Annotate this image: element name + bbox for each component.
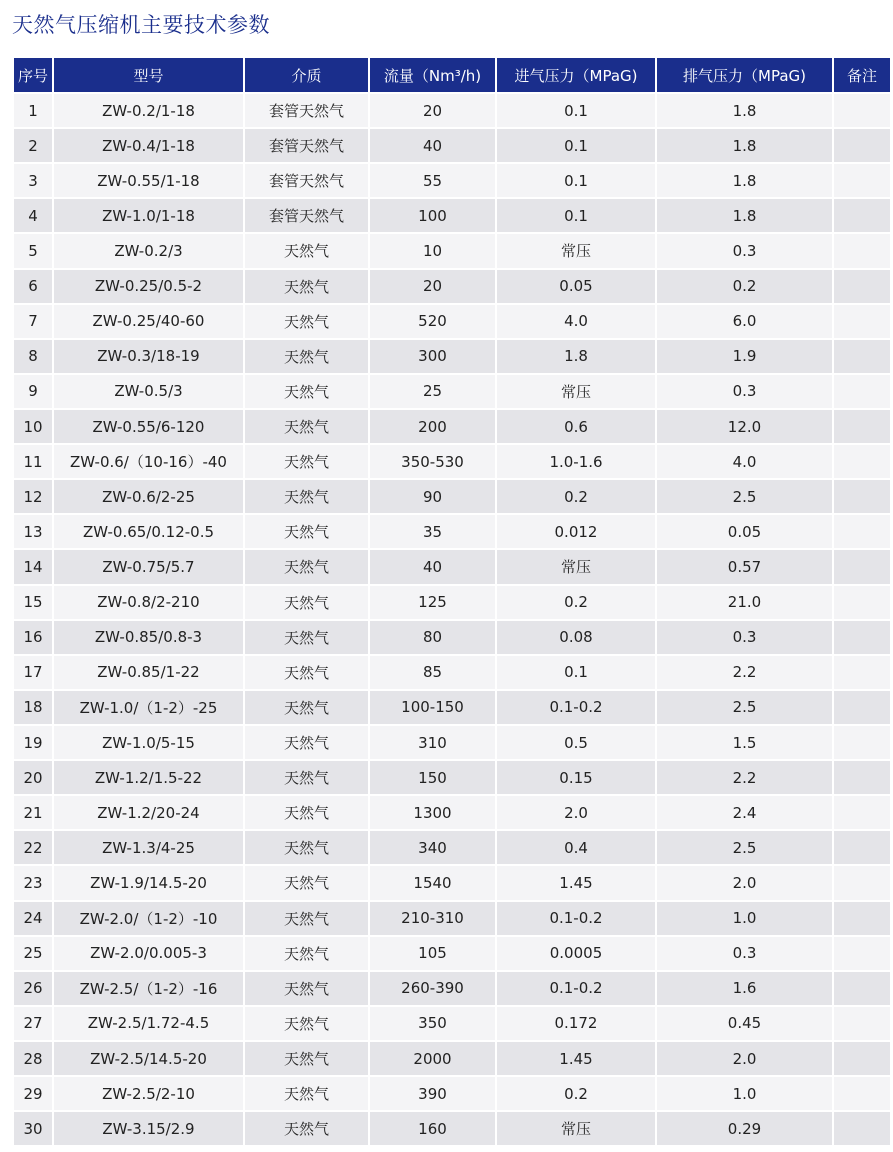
cell-remarks	[834, 410, 890, 443]
cell-remarks	[834, 656, 890, 689]
cell-flow: 160	[370, 1112, 495, 1145]
cell-inlet-pressure: 2.0	[497, 796, 655, 829]
table-row	[14, 586, 890, 619]
cell-outlet-pressure: 6.0	[657, 305, 832, 338]
cell-medium: 天然气	[245, 1042, 368, 1075]
cell-inlet-pressure: 0.2	[497, 586, 655, 619]
cell-remarks	[834, 199, 890, 232]
cell-model: ZW-2.5/14.5-20	[54, 1042, 243, 1075]
cell-outlet-pressure: 0.45	[657, 1007, 832, 1040]
cell-flow: 85	[370, 656, 495, 689]
cell-index: 14	[14, 550, 52, 583]
cell-inlet-pressure: 0.05	[497, 270, 655, 303]
cell-index: 3	[14, 164, 52, 197]
cell-medium: 天然气	[245, 726, 368, 759]
cell-outlet-pressure: 1.5	[657, 726, 832, 759]
cell-outlet-pressure: 1.9	[657, 340, 832, 373]
cell-medium: 套管天然气	[245, 164, 368, 197]
cell-model: ZW-2.5/1.72-4.5	[54, 1007, 243, 1040]
cell-medium: 套管天然气	[245, 94, 368, 127]
cell-flow: 520	[370, 305, 495, 338]
cell-index: 18	[14, 691, 52, 724]
cell-model: ZW-2.5/2-10	[54, 1077, 243, 1110]
cell-model: ZW-0.6/（10-16）-40	[54, 445, 243, 478]
cell-index: 19	[14, 726, 52, 759]
cell-outlet-pressure: 2.5	[657, 831, 832, 864]
cell-outlet-pressure: 0.29	[657, 1112, 832, 1145]
cell-model: ZW-0.85/1-22	[54, 656, 243, 689]
cell-medium: 天然气	[245, 270, 368, 303]
cell-model: ZW-0.2/3	[54, 234, 243, 267]
cell-outlet-pressure: 2.0	[657, 866, 832, 899]
cell-flow: 340	[370, 831, 495, 864]
cell-model: ZW-2.0/0.005-3	[54, 937, 243, 970]
cell-remarks	[834, 305, 890, 338]
cell-inlet-pressure: 0.1	[497, 199, 655, 232]
table-row	[14, 972, 890, 1005]
cell-index: 1	[14, 94, 52, 127]
cell-medium: 天然气	[245, 410, 368, 443]
cell-outlet-pressure: 1.8	[657, 164, 832, 197]
cell-model: ZW-2.0/（1-2）-10	[54, 902, 243, 935]
cell-medium: 天然气	[245, 305, 368, 338]
col-header-flow: 流量（Nm³/h)	[370, 58, 495, 92]
cell-flow: 80	[370, 621, 495, 654]
cell-outlet-pressure: 1.8	[657, 129, 832, 162]
cell-model: ZW-0.6/2-25	[54, 480, 243, 513]
cell-model: ZW-1.3/4-25	[54, 831, 243, 864]
cell-model: ZW-1.9/14.5-20	[54, 866, 243, 899]
cell-flow: 35	[370, 515, 495, 548]
cell-flow: 55	[370, 164, 495, 197]
cell-inlet-pressure: 常压	[497, 375, 655, 408]
cell-remarks	[834, 550, 890, 583]
cell-medium: 天然气	[245, 902, 368, 935]
table-row	[14, 305, 890, 338]
cell-remarks	[834, 270, 890, 303]
cell-outlet-pressure: 1.0	[657, 902, 832, 935]
cell-flow: 390	[370, 1077, 495, 1110]
cell-outlet-pressure: 12.0	[657, 410, 832, 443]
cell-index: 17	[14, 656, 52, 689]
cell-flow: 260-390	[370, 972, 495, 1005]
cell-model: ZW-0.55/6-120	[54, 410, 243, 443]
cell-medium: 天然气	[245, 937, 368, 970]
cell-remarks	[834, 761, 890, 794]
table-row	[14, 129, 890, 162]
cell-index: 24	[14, 902, 52, 935]
cell-remarks	[834, 234, 890, 267]
table-row	[14, 691, 890, 724]
cell-index: 9	[14, 375, 52, 408]
cell-medium: 天然气	[245, 550, 368, 583]
cell-flow: 90	[370, 480, 495, 513]
cell-remarks	[834, 937, 890, 970]
col-header-remarks: 备注	[834, 58, 890, 92]
table-body	[14, 94, 890, 1145]
cell-model: ZW-2.5/（1-2）-16	[54, 972, 243, 1005]
cell-model: ZW-0.5/3	[54, 375, 243, 408]
cell-remarks	[834, 691, 890, 724]
cell-model: ZW-1.2/20-24	[54, 796, 243, 829]
cell-index: 22	[14, 831, 52, 864]
cell-remarks	[834, 94, 890, 127]
table-row	[14, 621, 890, 654]
cell-remarks	[834, 1042, 890, 1075]
cell-flow: 10	[370, 234, 495, 267]
cell-outlet-pressure: 1.6	[657, 972, 832, 1005]
page-title: 天然气压缩机主要技术参数	[12, 13, 270, 37]
cell-index: 23	[14, 866, 52, 899]
table-row	[14, 340, 890, 373]
cell-remarks	[834, 1112, 890, 1145]
cell-medium: 天然气	[245, 972, 368, 1005]
cell-index: 28	[14, 1042, 52, 1075]
table-row	[14, 831, 890, 864]
cell-outlet-pressure: 2.0	[657, 1042, 832, 1075]
cell-remarks	[834, 796, 890, 829]
cell-remarks	[834, 831, 890, 864]
cell-outlet-pressure: 21.0	[657, 586, 832, 619]
col-header-outlet-pressure: 排气压力（MPaG)	[657, 58, 832, 92]
table-row	[14, 445, 890, 478]
cell-flow: 25	[370, 375, 495, 408]
cell-index: 13	[14, 515, 52, 548]
cell-medium: 天然气	[245, 234, 368, 267]
cell-flow: 1300	[370, 796, 495, 829]
col-header-model: 型号	[54, 58, 243, 92]
cell-index: 4	[14, 199, 52, 232]
cell-outlet-pressure: 1.0	[657, 1077, 832, 1110]
cell-flow: 1540	[370, 866, 495, 899]
table-row	[14, 1007, 890, 1040]
table-row	[14, 410, 890, 443]
cell-remarks	[834, 375, 890, 408]
cell-medium: 天然气	[245, 515, 368, 548]
cell-model: ZW-0.25/40-60	[54, 305, 243, 338]
cell-index: 7	[14, 305, 52, 338]
cell-outlet-pressure: 2.2	[657, 761, 832, 794]
cell-remarks	[834, 129, 890, 162]
cell-flow: 210-310	[370, 902, 495, 935]
cell-model: ZW-0.4/1-18	[54, 129, 243, 162]
table-header	[14, 58, 890, 92]
cell-inlet-pressure: 常压	[497, 550, 655, 583]
cell-inlet-pressure: 0.1-0.2	[497, 691, 655, 724]
table-row	[14, 94, 890, 127]
table-row	[14, 515, 890, 548]
cell-remarks	[834, 340, 890, 373]
cell-index: 20	[14, 761, 52, 794]
cell-flow: 40	[370, 550, 495, 583]
table-row	[14, 1077, 890, 1110]
table-row	[14, 1042, 890, 1075]
cell-flow: 150	[370, 761, 495, 794]
cell-remarks	[834, 586, 890, 619]
cell-index: 6	[14, 270, 52, 303]
cell-model: ZW-3.15/2.9	[54, 1112, 243, 1145]
cell-index: 16	[14, 621, 52, 654]
cell-inlet-pressure: 0.1-0.2	[497, 972, 655, 1005]
cell-index: 21	[14, 796, 52, 829]
cell-index: 15	[14, 586, 52, 619]
col-header-index: 序号	[14, 58, 52, 92]
cell-inlet-pressure: 常压	[497, 234, 655, 267]
cell-model: ZW-0.25/0.5-2	[54, 270, 243, 303]
cell-inlet-pressure: 0.172	[497, 1007, 655, 1040]
cell-inlet-pressure: 1.45	[497, 1042, 655, 1075]
cell-flow: 40	[370, 129, 495, 162]
cell-inlet-pressure: 0.6	[497, 410, 655, 443]
cell-inlet-pressure: 0.1	[497, 164, 655, 197]
cell-outlet-pressure: 1.8	[657, 94, 832, 127]
cell-flow: 350	[370, 1007, 495, 1040]
cell-remarks	[834, 621, 890, 654]
cell-model: ZW-1.0/（1-2）-25	[54, 691, 243, 724]
cell-index: 5	[14, 234, 52, 267]
cell-medium: 套管天然气	[245, 129, 368, 162]
cell-flow: 100-150	[370, 691, 495, 724]
cell-remarks	[834, 866, 890, 899]
cell-outlet-pressure: 0.2	[657, 270, 832, 303]
cell-inlet-pressure: 0.1	[497, 129, 655, 162]
cell-medium: 天然气	[245, 621, 368, 654]
cell-inlet-pressure: 0.5	[497, 726, 655, 759]
cell-outlet-pressure: 2.2	[657, 656, 832, 689]
cell-remarks	[834, 1007, 890, 1040]
cell-outlet-pressure: 0.57	[657, 550, 832, 583]
cell-remarks	[834, 445, 890, 478]
table-row	[14, 164, 890, 197]
table-row	[14, 480, 890, 513]
table-row	[14, 866, 890, 899]
cell-model: ZW-0.65/0.12-0.5	[54, 515, 243, 548]
cell-medium: 天然气	[245, 656, 368, 689]
cell-index: 30	[14, 1112, 52, 1145]
cell-index: 12	[14, 480, 52, 513]
cell-index: 25	[14, 937, 52, 970]
table-row	[14, 199, 890, 232]
table-row	[14, 1112, 890, 1145]
cell-model: ZW-0.75/5.7	[54, 550, 243, 583]
cell-inlet-pressure: 0.08	[497, 621, 655, 654]
cell-index: 26	[14, 972, 52, 1005]
cell-medium: 天然气	[245, 866, 368, 899]
col-header-medium: 介质	[245, 58, 368, 92]
table-row	[14, 375, 890, 408]
cell-flow: 125	[370, 586, 495, 619]
cell-index: 8	[14, 340, 52, 373]
table-row	[14, 234, 890, 267]
cell-medium: 天然气	[245, 445, 368, 478]
cell-flow: 20	[370, 270, 495, 303]
cell-medium: 天然气	[245, 1112, 368, 1145]
cell-medium: 天然气	[245, 1077, 368, 1110]
cell-outlet-pressure: 4.0	[657, 445, 832, 478]
cell-inlet-pressure: 0.15	[497, 761, 655, 794]
cell-outlet-pressure: 0.3	[657, 375, 832, 408]
cell-medium: 天然气	[245, 480, 368, 513]
cell-index: 27	[14, 1007, 52, 1040]
cell-remarks	[834, 1077, 890, 1110]
table-row	[14, 550, 890, 583]
cell-inlet-pressure: 1.8	[497, 340, 655, 373]
cell-inlet-pressure: 4.0	[497, 305, 655, 338]
cell-flow: 200	[370, 410, 495, 443]
cell-inlet-pressure: 0.012	[497, 515, 655, 548]
col-header-inlet-pressure: 进气压力（MPaG)	[497, 58, 655, 92]
cell-remarks	[834, 726, 890, 759]
cell-model: ZW-0.8/2-210	[54, 586, 243, 619]
table-row	[14, 796, 890, 829]
cell-index: 29	[14, 1077, 52, 1110]
cell-medium: 天然气	[245, 1007, 368, 1040]
cell-outlet-pressure: 0.3	[657, 621, 832, 654]
header-row	[14, 58, 890, 92]
cell-model: ZW-0.85/0.8-3	[54, 621, 243, 654]
cell-inlet-pressure: 0.2	[497, 1077, 655, 1110]
cell-model: ZW-1.2/1.5-22	[54, 761, 243, 794]
cell-inlet-pressure: 0.0005	[497, 937, 655, 970]
cell-medium: 天然气	[245, 586, 368, 619]
cell-model: ZW-0.55/1-18	[54, 164, 243, 197]
cell-index: 11	[14, 445, 52, 478]
cell-index: 2	[14, 129, 52, 162]
cell-flow: 100	[370, 199, 495, 232]
cell-model: ZW-1.0/1-18	[54, 199, 243, 232]
cell-remarks	[834, 515, 890, 548]
table-row	[14, 270, 890, 303]
cell-model: ZW-1.0/5-15	[54, 726, 243, 759]
cell-flow: 105	[370, 937, 495, 970]
cell-medium: 天然气	[245, 796, 368, 829]
cell-inlet-pressure: 0.1	[497, 94, 655, 127]
cell-remarks	[834, 480, 890, 513]
table-row	[14, 937, 890, 970]
cell-inlet-pressure: 1.0-1.6	[497, 445, 655, 478]
cell-inlet-pressure: 0.1	[497, 656, 655, 689]
cell-inlet-pressure: 0.2	[497, 480, 655, 513]
cell-outlet-pressure: 0.3	[657, 937, 832, 970]
cell-remarks	[834, 164, 890, 197]
cell-outlet-pressure: 0.3	[657, 234, 832, 267]
cell-inlet-pressure: 常压	[497, 1112, 655, 1145]
cell-remarks	[834, 902, 890, 935]
cell-model: ZW-0.3/18-19	[54, 340, 243, 373]
cell-medium: 天然气	[245, 691, 368, 724]
cell-inlet-pressure: 0.1-0.2	[497, 902, 655, 935]
cell-medium: 套管天然气	[245, 199, 368, 232]
cell-medium: 天然气	[245, 375, 368, 408]
cell-remarks	[834, 972, 890, 1005]
cell-medium: 天然气	[245, 831, 368, 864]
cell-model: ZW-0.2/1-18	[54, 94, 243, 127]
cell-outlet-pressure: 0.05	[657, 515, 832, 548]
table-row	[14, 761, 890, 794]
cell-medium: 天然气	[245, 340, 368, 373]
cell-index: 10	[14, 410, 52, 443]
cell-outlet-pressure: 2.5	[657, 480, 832, 513]
cell-outlet-pressure: 2.4	[657, 796, 832, 829]
cell-medium: 天然气	[245, 761, 368, 794]
cell-flow: 350-530	[370, 445, 495, 478]
table-row	[14, 656, 890, 689]
cell-outlet-pressure: 2.5	[657, 691, 832, 724]
cell-flow: 310	[370, 726, 495, 759]
cell-flow: 20	[370, 94, 495, 127]
cell-inlet-pressure: 1.45	[497, 866, 655, 899]
cell-inlet-pressure: 0.4	[497, 831, 655, 864]
cell-flow: 2000	[370, 1042, 495, 1075]
spec-table	[12, 56, 892, 1147]
cell-outlet-pressure: 1.8	[657, 199, 832, 232]
cell-flow: 300	[370, 340, 495, 373]
table-row	[14, 902, 890, 935]
table-row	[14, 726, 890, 759]
